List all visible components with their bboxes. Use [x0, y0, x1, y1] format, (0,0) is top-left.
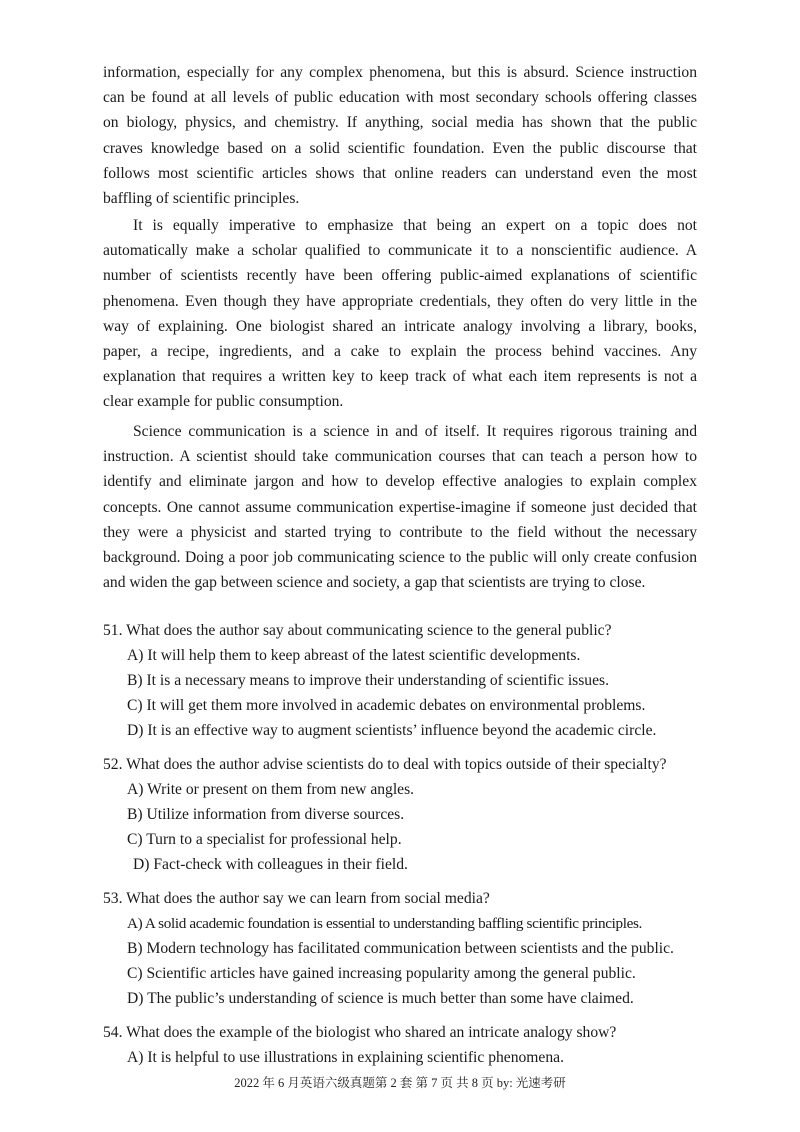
- paragraph-line: clear example for public consumption.: [103, 393, 344, 411]
- answer-option-d: D) The public’s understanding of science is much better than some have claimed.: [127, 990, 634, 1007]
- paragraph-line: follows most scientific articles shows that online readers can understand even the most: [103, 164, 697, 182]
- answer-option-b: B) Utilize information from diverse sources.: [127, 806, 405, 823]
- paragraph-line: baffling of scientific principles.: [103, 189, 300, 207]
- paragraph-line: paper, a recipe, ingredients, and a cake to explain the process behind vaccines. Any: [103, 342, 697, 360]
- answer-option-c: C) It will get them more involved in academic debates on environmental problems.: [127, 697, 646, 714]
- paragraph-line: on biology, physics, and chemistry. If anything, social media has shown that the public: [103, 114, 697, 132]
- paragraph-line: explanation that requires a written key to keep track of what each item represents is not a: [103, 368, 697, 386]
- answer-option-b: B) Modern technology has facilitated communication between scientists and the public.: [127, 940, 674, 957]
- passage-paragraph-3: [103, 419, 697, 595]
- paragraph-line: number of scientists recently have been offering public-aimed explanations of scientific: [103, 267, 697, 285]
- question-52: [103, 752, 703, 877]
- answer-option-c: C) Scientific articles have gained increasing popularity among the general public.: [127, 965, 636, 982]
- answer-option-a: A) It is helpful to use illustrations in explaining scientific phenomena.: [127, 1049, 564, 1066]
- answer-option-a: A) It will help them to keep abreast of the latest scientific developments.: [127, 647, 581, 664]
- paragraph-line: craves knowledge based on a solid scientific foundation. Even the public discourse that: [103, 139, 697, 157]
- question-stem: 51. What does the author say about communicating science to the general public?: [103, 622, 612, 639]
- paragraph-line: concepts. One cannot assume communication expertise-imagine if someone just decided that: [103, 498, 697, 516]
- answer-option-b: B) It is a necessary means to improve their understanding of scientific issues.: [127, 672, 609, 689]
- passage-paragraph-2: [103, 213, 697, 415]
- question-stem: 54. What does the example of the biologist who shared an intricate analogy show?: [103, 1024, 617, 1041]
- paragraph-line: can be found at all levels of public education with most secondary schools offering classes: [103, 89, 697, 107]
- page-footer: 2022 年 6 月英语六级真题第 2 套 第 7 页 共 8 页 by: 光速考研: [234, 1076, 566, 1090]
- answer-option-a: A) Write or present on them from new angles.: [127, 781, 415, 798]
- question-53: [103, 886, 703, 1011]
- paragraph-line: identify and eliminate jargon and how to develop effective analogies to explain complex: [103, 473, 697, 491]
- answer-option-d: D) Fact-check with colleagues in their field.: [133, 856, 408, 873]
- paragraph-line: automatically make a scholar qualified to communicate it to a nonscientific audience. A: [103, 242, 697, 260]
- question-54: [103, 1020, 703, 1070]
- paragraph-line: information, especially for any complex phenomena, but this is absurd. Science instruction: [103, 64, 697, 81]
- paragraph-line: background. Doing a poor job communicating science to the public will only create confusion: [103, 548, 697, 566]
- paragraph-line: instruction. A scientist should take communication courses that can teach a person how to: [103, 448, 697, 466]
- paragraph-line: way of explaining. One biologist shared an intricate analogy involving a library, books,: [103, 317, 697, 335]
- question-stem: 53. What does the author say we can learn from social media?: [103, 890, 490, 907]
- answer-option-a: A) A solid academic foundation is essential to understanding baffling scientific principles.: [127, 915, 642, 932]
- question-stem: 52. What does the author advise scientists do to deal with topics outside of their specialty?: [103, 756, 667, 773]
- paragraph-line: and widen the gap between science and society, a gap that scientists are trying to close.: [103, 574, 646, 592]
- answer-option-d: D) It is an effective way to augment scientists’ influence beyond the academic circle.: [127, 722, 657, 739]
- paragraph-line: It is equally imperative to emphasize that being an expert on a topic does not: [133, 217, 697, 234]
- answer-option-c: C) Turn to a specialist for professional help.: [127, 831, 402, 848]
- paragraph-line: they were a physicist and started trying to contribute to the field without the necessary: [103, 523, 697, 541]
- passage-paragraph-1: [103, 60, 697, 211]
- paragraph-line: Science communication is a science in and of itself. It requires rigorous training and: [133, 423, 697, 440]
- question-51: [103, 618, 703, 743]
- paragraph-line: phenomena. Even though they have appropriate credentials, they often do very little in the: [103, 292, 697, 310]
